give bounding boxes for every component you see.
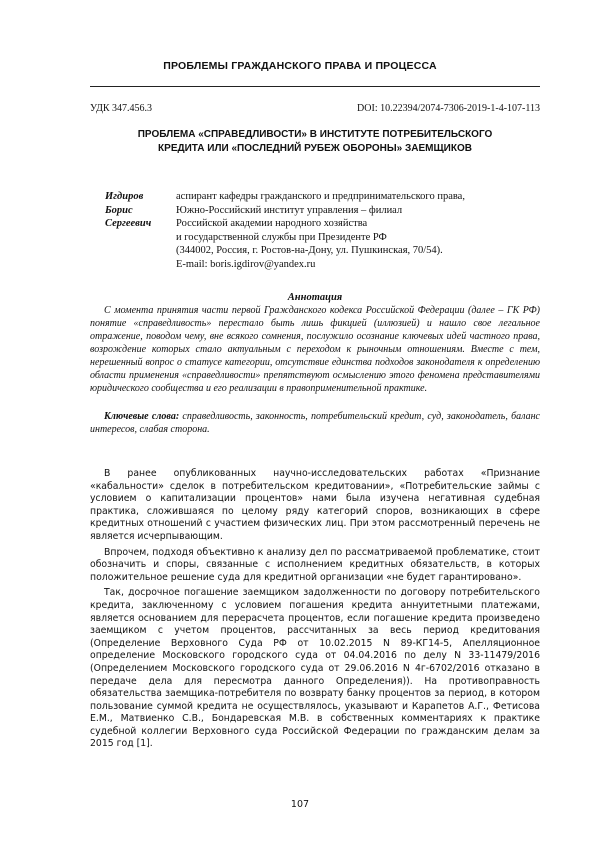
annotation-heading: Аннотация [287,292,343,303]
keywords-label: Ключевые слова: [104,411,180,422]
affiliation-line: (344002, Россия, г. Ростов-на-Дону, ул. Пушкинская, 70/54). [176,245,443,256]
udk-code: УДК 347.456.3 [90,103,153,114]
journal-section-header: ПРОБЛЕМЫ ГРАЖДАНСКОГО ПРАВА И ПРОЦЕССА [163,60,437,72]
title-line: КРЕДИТА ИЛИ «ПОСЛЕДНИЙ РУБЕЖ ОБОРОНЫ» ЗАЕМЩИКОВ [158,143,472,154]
article-title [90,128,540,156]
affiliation-line: аспирант кафедры гражданского и предпринимательского права, [176,191,465,202]
keywords [90,410,540,436]
body-paragraph: В ранее опубликованных научно-исследовательских работах «Признание «кабальности» сделок в потребительском кредитовании», «Потребительские займы с условием о капитализации процентов» нами была изучена негативная судебная практика, сложившаяся по целому ряду категорий споров, возникающих в сфере кредитных отношений с участием физических лиц. При этом рассмотренный перечень не является исчерпывающим. [90,468,540,542]
author-name [105,190,175,231]
affiliation-line: и государственной службы при Президенте РФ [176,231,387,243]
header-divider [90,86,540,87]
annotation-text: С момента принятия части первой Гражданского кодекса Российской Федерации (далее – ГК РФ) понятие «справедливость» перестало быть лишь фикцией (иллюзией) и нашло свое легальное отражение, поводом чему, вне всякого сомнения, послужило осознание ключевых идей частного права, возрождение которых стало актуальным с переходом к рыночным отношениям. Вместе с тем, нерешенный вопрос о статусе категории, отсутствие единства подходов законодателя к определению области применения «справедливости» препятствуют осмыслению этого феномена представителями юридического сообщества и его реализации в правоприменительной практике. [90,305,540,394]
page-number: 107 [290,799,310,810]
author-email[interactable]: E-mail: boris.igdirov@yandex.ru [176,258,316,270]
body-paragraph: Впрочем, подходя объективно к анализу дел по рассматриваемой проблематике, стоит обозначить и споры, связанные с исполнением кредитных обязательств, в которых положительное решение суда для кредитной организации «не будет гарантировано». [90,546,540,583]
keywords-list: справедливость, законность, потребительский кредит, суд, законодатель, баланс интересов, слабая сторона. [90,411,540,435]
author-patronymic: Сергеевич [105,218,152,229]
author-firstname: Борис [105,204,133,216]
author-surname: Игдиров [105,191,144,202]
doi-link[interactable]: DOI: 10.22394/2074-7306-2019-1-4-107-113 [357,103,540,114]
body-paragraph: Так, досрочное погашение заемщиком задолженности по договору потребительского кредита, заключенному с условием погашения кредита аннуитетными платежами, является основанием для перерасчета процентов, если погашение кредита произведено заемщиком с учетом процентов, рассчитанных за весь период кредитования (Определение Верховного Суда РФ от 10.02.2015 N 89-КГ14-5, Апелляционное определение Московского городского суда от 04.04.2016 по делу N 33-11479/2016 (Определением Московского городского суда от 29.06.2016 N 4г-6702/2016 отказано в передаче дела для пересмотра данного Определения)). На противоправность обязательства заемщика-потребителя по возврату банку процентов за период, в котором пользование суммой кредита не осуществлялось, указывают и Карапетов А.Г., Фетисова Е.М., Матвиенко С.В., Бондаревская М.В. в собственных комментариях к практике судебной коллегии Верховного суда Российской Федерации по гражданским делам за 2015 год [1]. [90,587,540,750]
affiliation-line: Российской академии народного хозяйства [176,218,368,229]
article-body [90,468,540,754]
title-line: ПРОБЛЕМА «СПРАВЕДЛИВОСТИ» В ИНСТИТУТЕ ПОТРЕБИТЕЛЬСКОГО [137,129,493,140]
affiliation-line: Южно-Российский институт управления – филиал [176,204,403,216]
author-affiliation [176,190,546,271]
